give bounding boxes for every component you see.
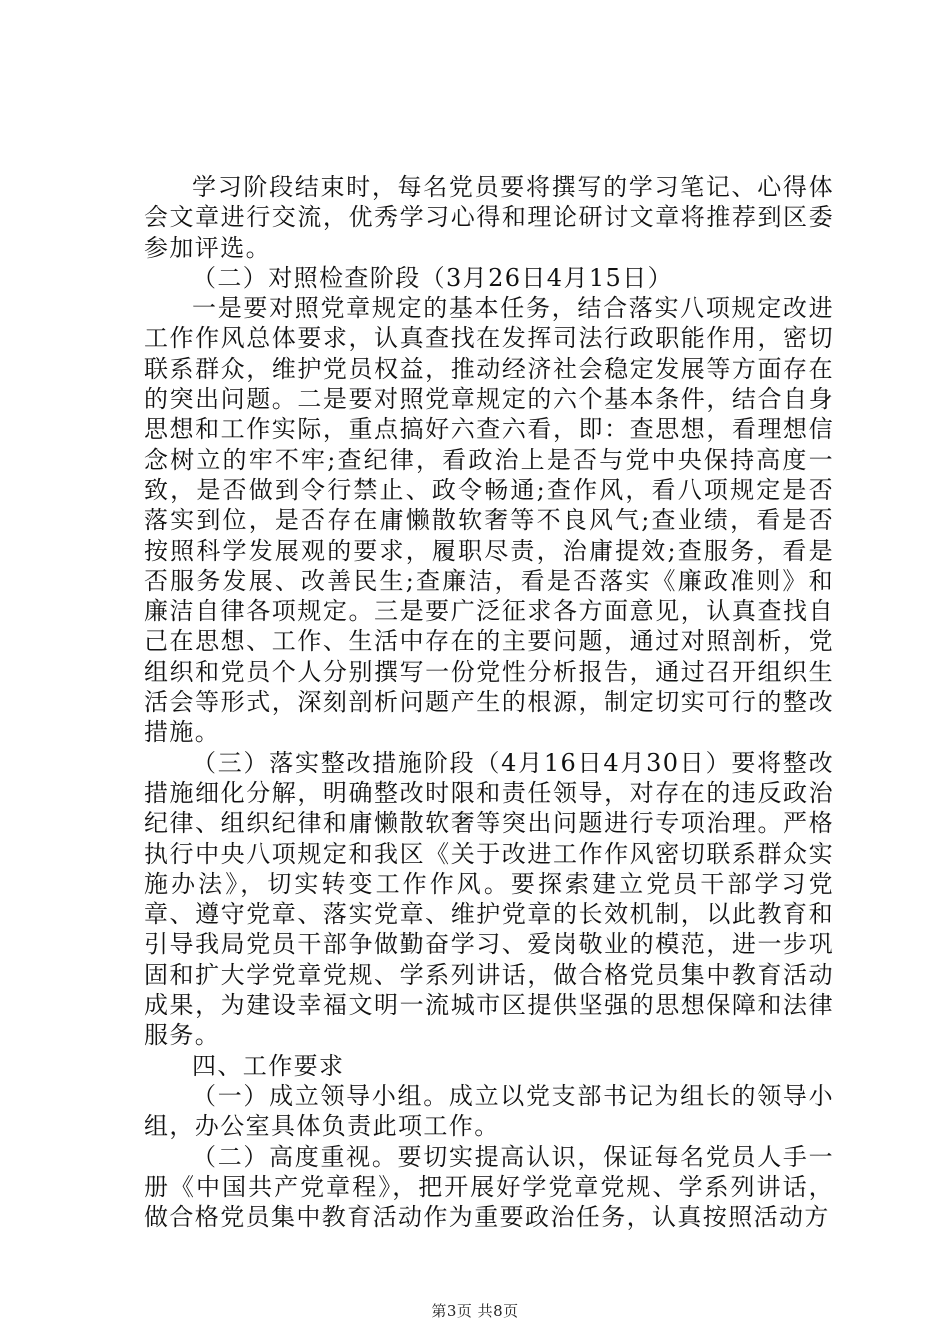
- paragraph-high-attention: （二）高度重视。要切实提高认识，保证每名党员人手一册《中国共产党章程》，把开展好学党章党规、学系列讲话，做合格党员集中教育活动作为重要政治任务，认真按照活动方: [144, 1142, 834, 1232]
- section-heading-work-requirements: 四、工作要求: [192, 1051, 345, 1080]
- page-number-footer: 第3页 共8页: [431, 1302, 519, 1320]
- paragraph-review-stage: 一是要对照党章规定的基本任务，结合落实八项规定改进工作作风总体要求，认真查找在发挥司法行政职能作用，密切联系群众，维护党员权益，推动经济社会稳定发展等方面存在的突出问题。二是要对照党章规定的六个基本条件，结合自身思想和工作实际，重点搞好六查六看，即：查思想，看理想信念树立的牢不牢;查纪律，看政治上是否与党中央保持高度一致，是否做到令行禁止、政令畅通;查作风，看八项规定是否落实到位，是否存在庸懒散软奢等不良风气;查业绩，看是否按照科学发展观的要求，履职尽责，治庸提效;查服务，看是否服务发展、改善民生;查廉洁，看是否落实《廉政准则》和廉洁自律各项规定。三是要广泛征求各方面意见，认真查找自己在思想、工作、生活中存在的主要问题，通过对照剖析，党组织和党员个人分别撰写一份党性分析报告，通过召开组织生活会等形式，深刻剖析问题产生的根源，制定切实可行的整改措施。: [144, 294, 834, 747]
- paragraph-study-summary: 学习阶段结束时，每名党员要将撰写的学习笔记、心得体会文章进行交流，优秀学习心得和理论研讨文章将推荐到区委参加评选。: [144, 173, 834, 262]
- section-heading-review-stage: （二）对照检查阶段（3月26日4月15日）: [192, 263, 674, 292]
- paragraph-rectification-stage: （三）落实整改措施阶段（4月16日4月30日）要将整改措施细化分解，明确整改时限和责任领导，对存在的违反政治纪律、组织纪律和庸懒散软奢等突出问题进行专项治理。严格执行中央八项规定和我区《关于改进工作作风密切联系群众实施办法》，切实转变工作作风。要探索建立党员干部学习党章、遵守党章、落实党章、维护党章的长效机制，以此教育和引导我局党员干部争做勤奋学习、爱岗敬业的模范，进一步巩固和扩大学党章党规、学系列讲话，做合格党员集中教育活动成果，为建设幸福文明一流城市区提供坚强的思想保障和法律服务。: [144, 748, 834, 1050]
- document-body: [144, 172, 834, 1232]
- paragraph-leading-group: （一）成立领导小组。成立以党支部书记为组长的领导小组，办公室具体负责此项工作。: [144, 1081, 834, 1141]
